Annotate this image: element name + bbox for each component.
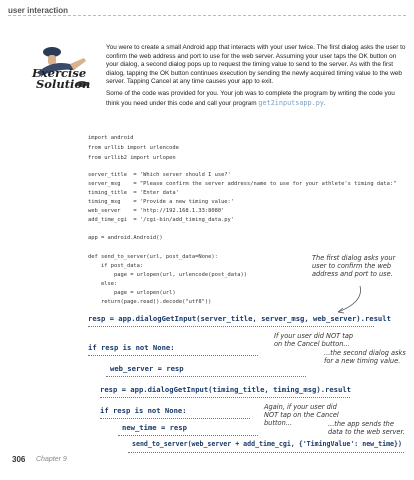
solution-line: resp = app.dialogGetInput(timing_title, timing_msg).result — [100, 385, 351, 394]
page-number: 306 — [12, 455, 26, 464]
code-line: def send_to_server(url, post_data=None): — [88, 254, 218, 260]
code-line: timing_msg = 'Provide a new timing value:' — [88, 199, 235, 205]
program-filename: get2inputsapp.py — [258, 98, 324, 107]
intro-paragraph-2 — [106, 90, 406, 108]
intro-paragraph-2-text: Some of the code was provided for you. Your job was to complete the program by writing the code you think you need under this code and call your program — [106, 89, 395, 107]
dotted-rule — [88, 355, 258, 356]
exercise-solution-title — [32, 68, 90, 90]
solution-line: send_to_server(web_server + add_time_cgi, {'TimingValue': new_time}) — [132, 440, 402, 448]
code-line: page = urlopen(url) — [88, 290, 176, 296]
dotted-rule — [100, 418, 250, 419]
intro-paragraph-2-end: . — [323, 99, 326, 107]
code-line: else: — [88, 281, 118, 287]
annotation-second-dialog: ...the second dialog asks for a new timing value. — [324, 349, 406, 365]
intro-paragraph-1: You were to create a small Android app that interacts with your user twice. The first dialog asks the user to confirm the web address and port to use for the web server. Assuming your user taps the OK button on your dialog, a second dialog pops up to request the timing value to send to the server. As with the first dialog, tapping the OK button continues execution by sending the newly acquired timing value to the web server. Tapping Cancel at any time causes your app to exit. — [106, 44, 406, 86]
dotted-rule — [118, 435, 258, 436]
badge-line-2: Solution — [36, 77, 91, 91]
code-line: add_time_cgi = '/cgi-bin/add_timing_data.py' — [88, 217, 235, 223]
arrow-icon — [330, 284, 370, 316]
dotted-rule — [106, 376, 306, 377]
annotation-cancel-2: Again, if your user did NOT tap on the Cancel button... — [264, 403, 339, 427]
solution-line: resp = app.dialogGetInput(server_title, server_msg, web_server).result — [88, 314, 391, 323]
annotation-first-dialog: The first dialog asks your user to confirm the web address and port to use. — [312, 254, 396, 278]
badge-line-1: Exercise — [32, 66, 87, 80]
header-rule — [8, 15, 406, 16]
dotted-rule — [128, 452, 404, 453]
code-line: server_msg = "Please confirm the server address/name to use for your athlete's timing data:" — [88, 181, 397, 187]
annotation-send-data: ...the app sends the data to the web server. — [328, 420, 405, 436]
code-line: if post_data: — [88, 263, 144, 269]
code-line: from urllib import urlencode — [88, 145, 179, 151]
code-line: web_server = 'http://192.168.1.33:8080' — [88, 208, 225, 214]
code-line: app = android.Android() — [88, 235, 163, 241]
annotation-cancel-1: If your user did NOT tap on the Cancel button... — [274, 332, 354, 348]
chapter-label: Chapter 9 — [36, 456, 67, 463]
code-line: server_title = 'Which server should I use?' — [88, 172, 231, 178]
solution-line: web_server = resp — [110, 364, 184, 373]
running-header: user interaction — [8, 6, 69, 15]
code-line: timing_title = 'Enter data' — [88, 190, 179, 196]
solution-line: if resp is not None: — [88, 343, 175, 352]
solution-line: new_time = resp — [122, 423, 187, 432]
dotted-rule — [88, 326, 374, 327]
dotted-rule — [100, 397, 350, 398]
code-line: import android — [88, 135, 134, 141]
intro-text — [106, 44, 406, 111]
code-line: from urllib2 import urlopen — [88, 155, 176, 161]
code-line: page = urlopen(url, urlencode(post_data)) — [88, 272, 248, 278]
code-line: return(page.read().decode("utf8")) — [88, 299, 212, 305]
solution-line: if resp is not None: — [100, 406, 187, 415]
